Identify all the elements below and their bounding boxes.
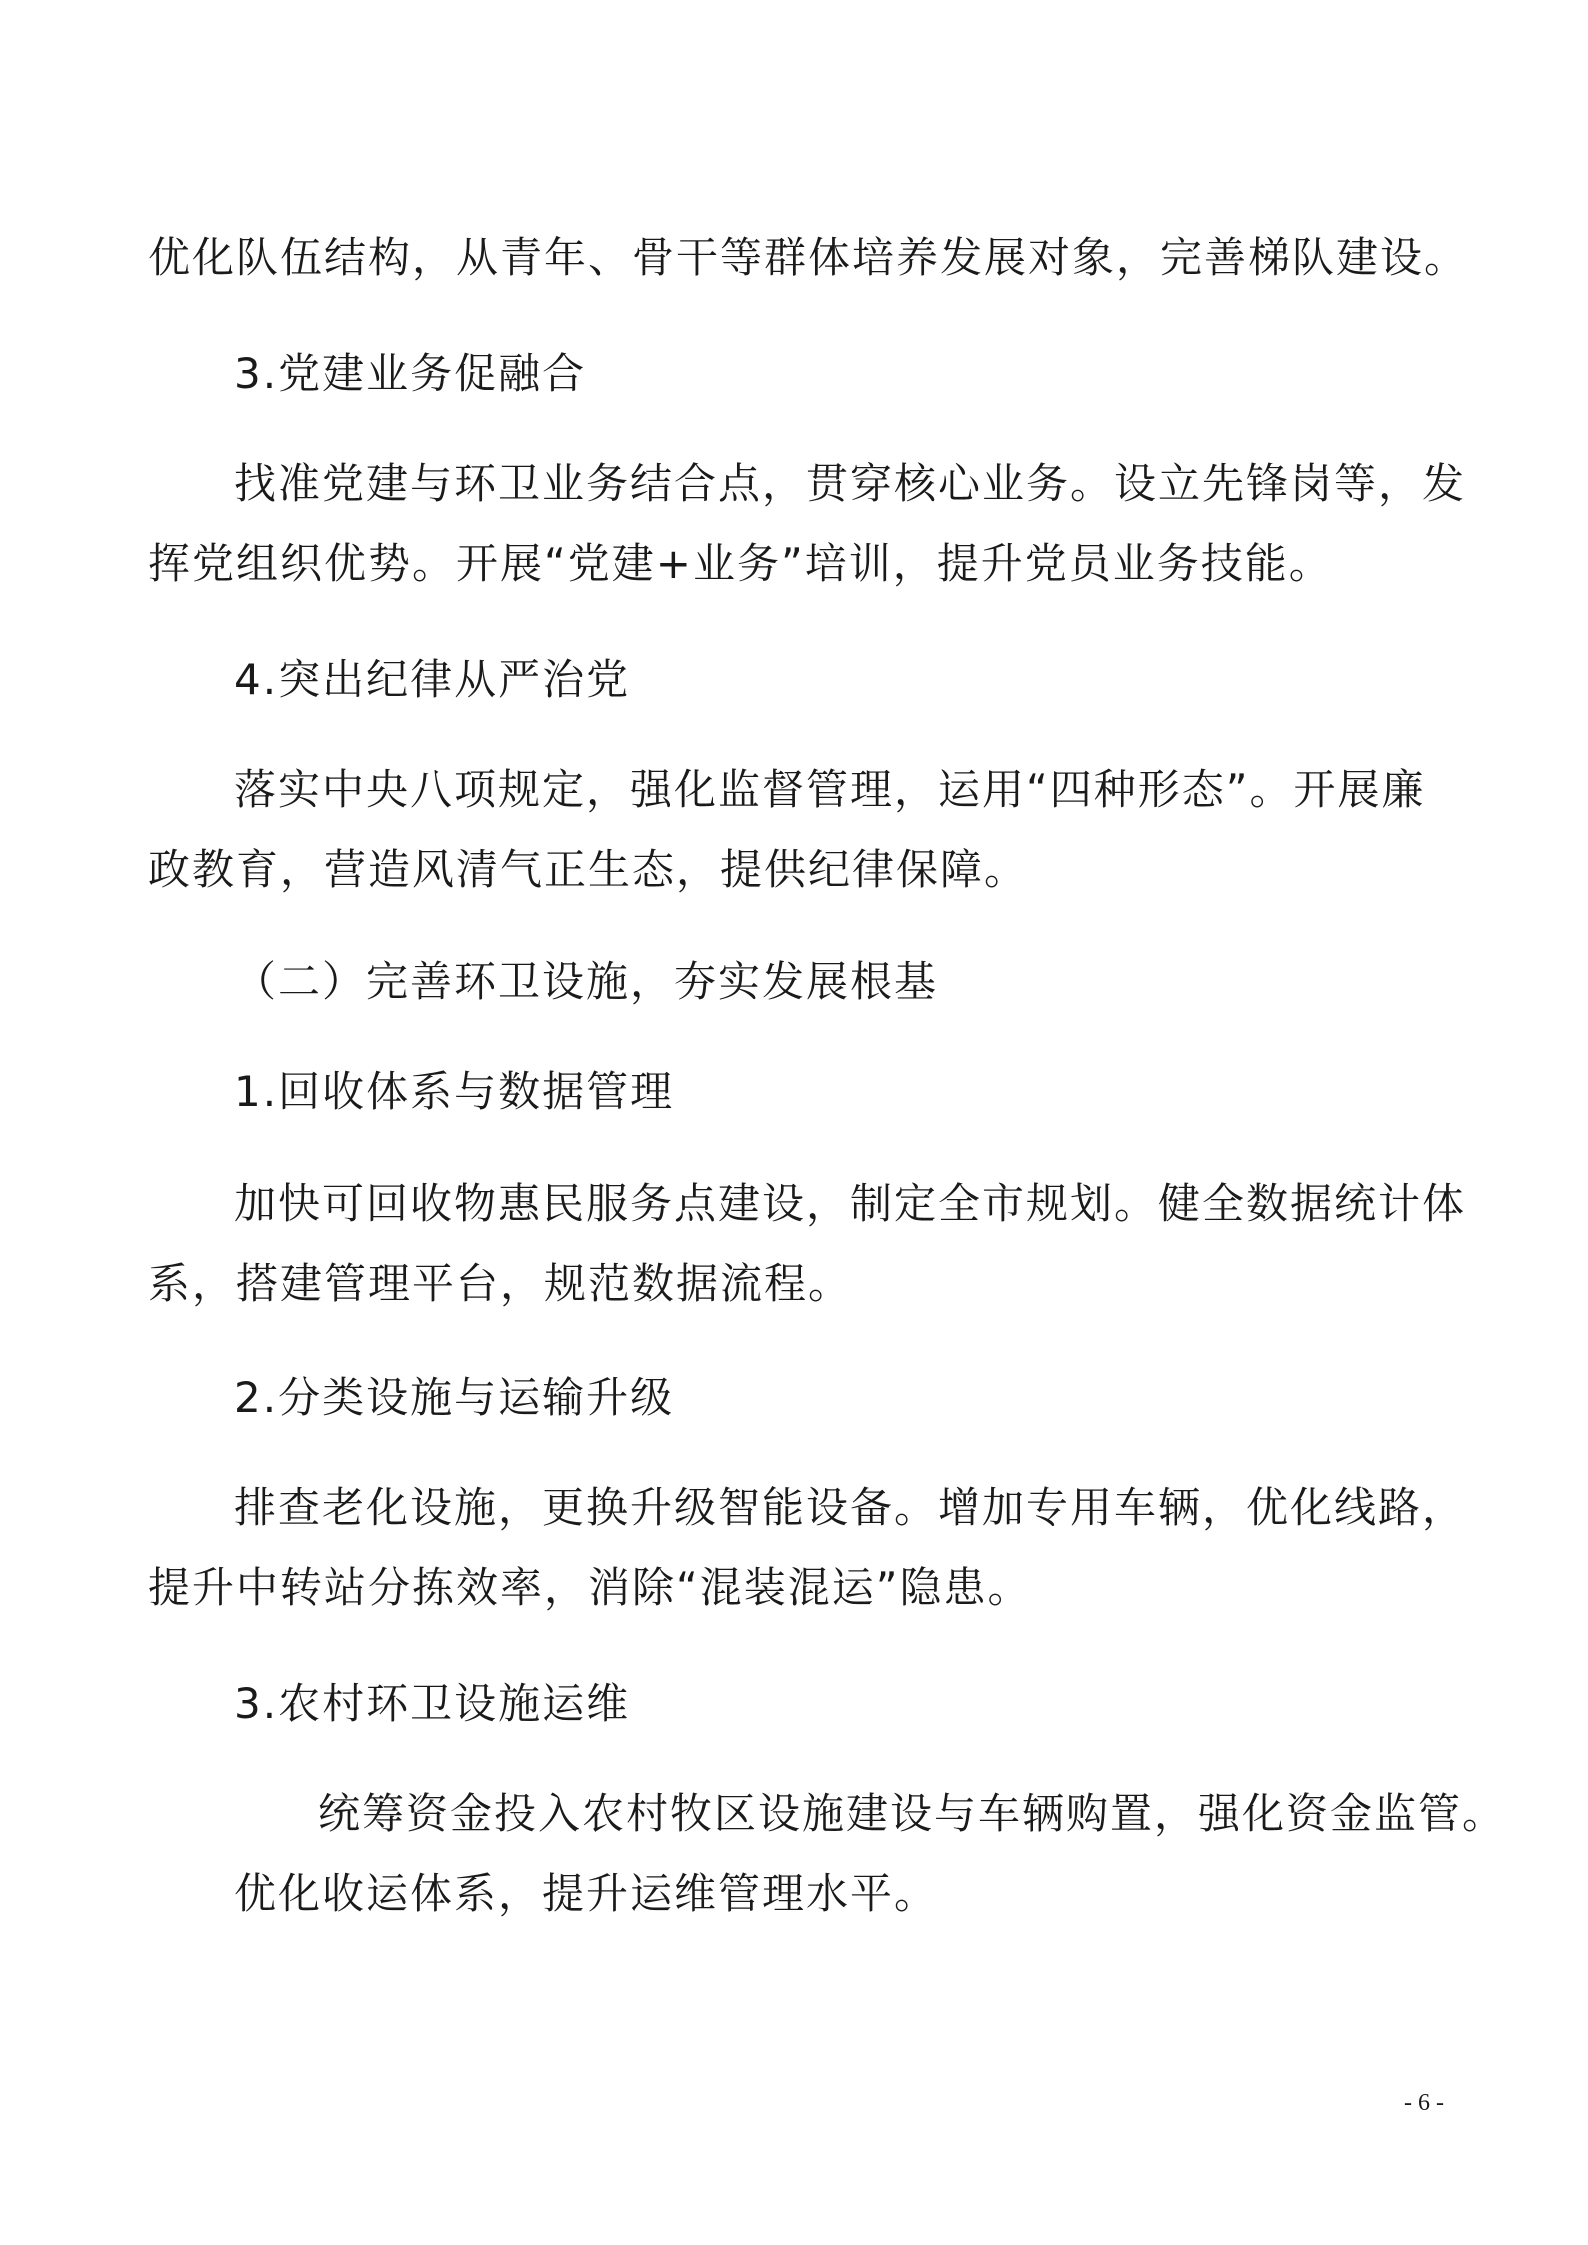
paragraph-line: 提升中转站分拣效率，消除“混装混运”隐患。 — [148, 1563, 1032, 1612]
item-heading: 1.回收体系与数据管理 — [234, 1067, 675, 1116]
paragraph-line: 落实中央八项规定，强化监督管理，运用“四种形态”。开展廉 — [234, 765, 1426, 814]
paragraph-line: 加快可回收物惠民服务点建设，制定全市规划。健全数据统计体 — [234, 1179, 1467, 1228]
paragraph-line: 找准党建与环卫业务结合点，贯穿核心业务。设立先锋岗等，发 — [234, 459, 1467, 508]
item-heading: 3.农村环卫设施运维 — [234, 1679, 631, 1728]
paragraph-line: 系，搭建管理平台，规范数据流程。 — [148, 1259, 853, 1308]
item-heading: 2.分类设施与运输升级 — [234, 1373, 675, 1422]
paragraph-line: 排查老化设施，更换升级智能设备。增加专用车辆，优化线路， — [234, 1483, 1467, 1532]
part-heading: （二）完善环卫设施，夯实发展根基 — [234, 957, 939, 1006]
page-number: - 6 - — [1404, 2090, 1444, 2116]
paragraph-line: 政教育，营造风清气正生态，提供纪律保障。 — [148, 845, 1029, 894]
paragraph-line: 优化收运体系，提升运维管理水平。 — [234, 1869, 939, 1918]
paragraph-line: 统筹资金投入农村牧区设施建设与车辆购置，强化资金监管。 — [318, 1789, 1507, 1838]
paragraph-line: 优化队伍结构，从青年、骨干等群体培养发展对象，完善梯队建设。 — [148, 233, 1469, 282]
paragraph-line: 挥党组织优势。开展“党建+业务”培训，提升党员业务技能。 — [148, 539, 1333, 588]
section-heading: 4.突出纪律从严治党 — [234, 655, 631, 704]
section-heading: 3.党建业务促融合 — [234, 349, 587, 398]
